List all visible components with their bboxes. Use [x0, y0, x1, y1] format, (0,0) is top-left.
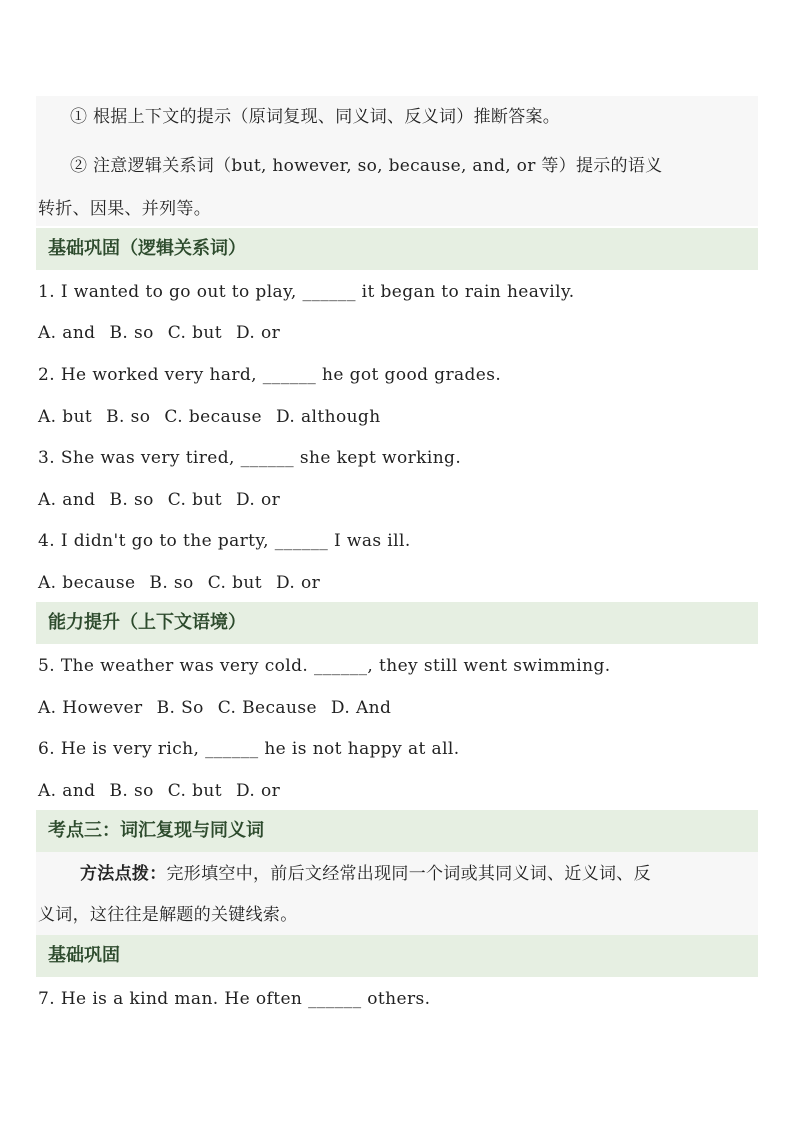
option-c[interactable]: C. but [167, 323, 222, 343]
tip-2-line-2: 转折、因果、并列等。 [38, 199, 211, 219]
question-3-stem: 3. She was very tired, ______ she kept working. [38, 448, 462, 468]
question-3-options [38, 489, 280, 511]
option-a[interactable]: A. but [38, 407, 93, 427]
option-d[interactable]: D. although [275, 407, 381, 427]
option-d[interactable]: D. or [275, 573, 321, 593]
section-title-basic-logic: 基础巩固（逻辑关系词） [48, 238, 246, 259]
option-a[interactable]: A. and [38, 323, 96, 343]
option-a[interactable]: A. and [38, 781, 96, 801]
question-5-options [38, 697, 391, 719]
question-2-stem: 2. He worked very hard, ______ he got good grades. [38, 365, 502, 385]
option-d[interactable]: D. or [236, 781, 281, 801]
option-b[interactable]: B. so [149, 573, 194, 593]
section-title-point-3: 考点三：词汇复现与同义词 [48, 820, 264, 841]
question-2-options [38, 406, 381, 428]
option-c[interactable]: C. but [207, 573, 262, 593]
method-text-1: 完形填空中，前后文经常出现同一个词或其同义词、近义词、反 [166, 864, 651, 884]
option-a[interactable]: A. because [38, 573, 136, 593]
option-d[interactable]: D. or [236, 490, 281, 510]
question-4-stem: 4. I didn't go to the party, ______ I was ill. [38, 531, 411, 551]
tip-1: ① 根据上下文的提示（原词复现、同义词、反义词）推断答案。 [70, 107, 561, 127]
tip-2-line-1: ② 注意逻辑关系词（but, however, so, because, and, or 等）提示的语义 [70, 156, 663, 176]
option-b[interactable]: B. so [109, 323, 154, 343]
option-a[interactable]: A. However [38, 698, 143, 718]
question-6-stem: 6. He is very rich, ______ he is not happy at all. [38, 739, 460, 759]
method-line-1 [80, 863, 651, 885]
option-a[interactable]: A. and [38, 490, 96, 510]
option-d[interactable]: D. And [330, 698, 392, 718]
section-title-basic: 基础巩固 [48, 945, 120, 966]
option-b[interactable]: B. so [109, 490, 154, 510]
option-b[interactable]: B. so [109, 781, 154, 801]
option-c[interactable]: C. Because [217, 698, 317, 718]
section-title-ability-context: 能力提升（上下文语境） [48, 612, 246, 633]
question-5-stem: 5. The weather was very cold. ______, they still went swimming. [38, 656, 611, 676]
question-1-options [38, 322, 280, 344]
option-d[interactable]: D. or [236, 323, 281, 343]
question-6-options [38, 780, 280, 802]
question-4-options [38, 572, 320, 594]
option-b[interactable]: B. So [156, 698, 204, 718]
question-1-stem: 1. I wanted to go out to play, ______ it began to rain heavily. [38, 282, 575, 302]
question-7-stem: 7. He is a kind man. He often ______ others. [38, 989, 431, 1009]
option-b[interactable]: B. so [106, 407, 151, 427]
option-c[interactable]: C. because [164, 407, 262, 427]
section-band-basic [36, 935, 758, 977]
option-c[interactable]: C. but [167, 781, 222, 801]
method-label: 方法点拨： [80, 864, 167, 884]
option-c[interactable]: C. but [167, 490, 222, 510]
method-line-2: 义词，这往往是解题的关键线索。 [38, 905, 298, 925]
